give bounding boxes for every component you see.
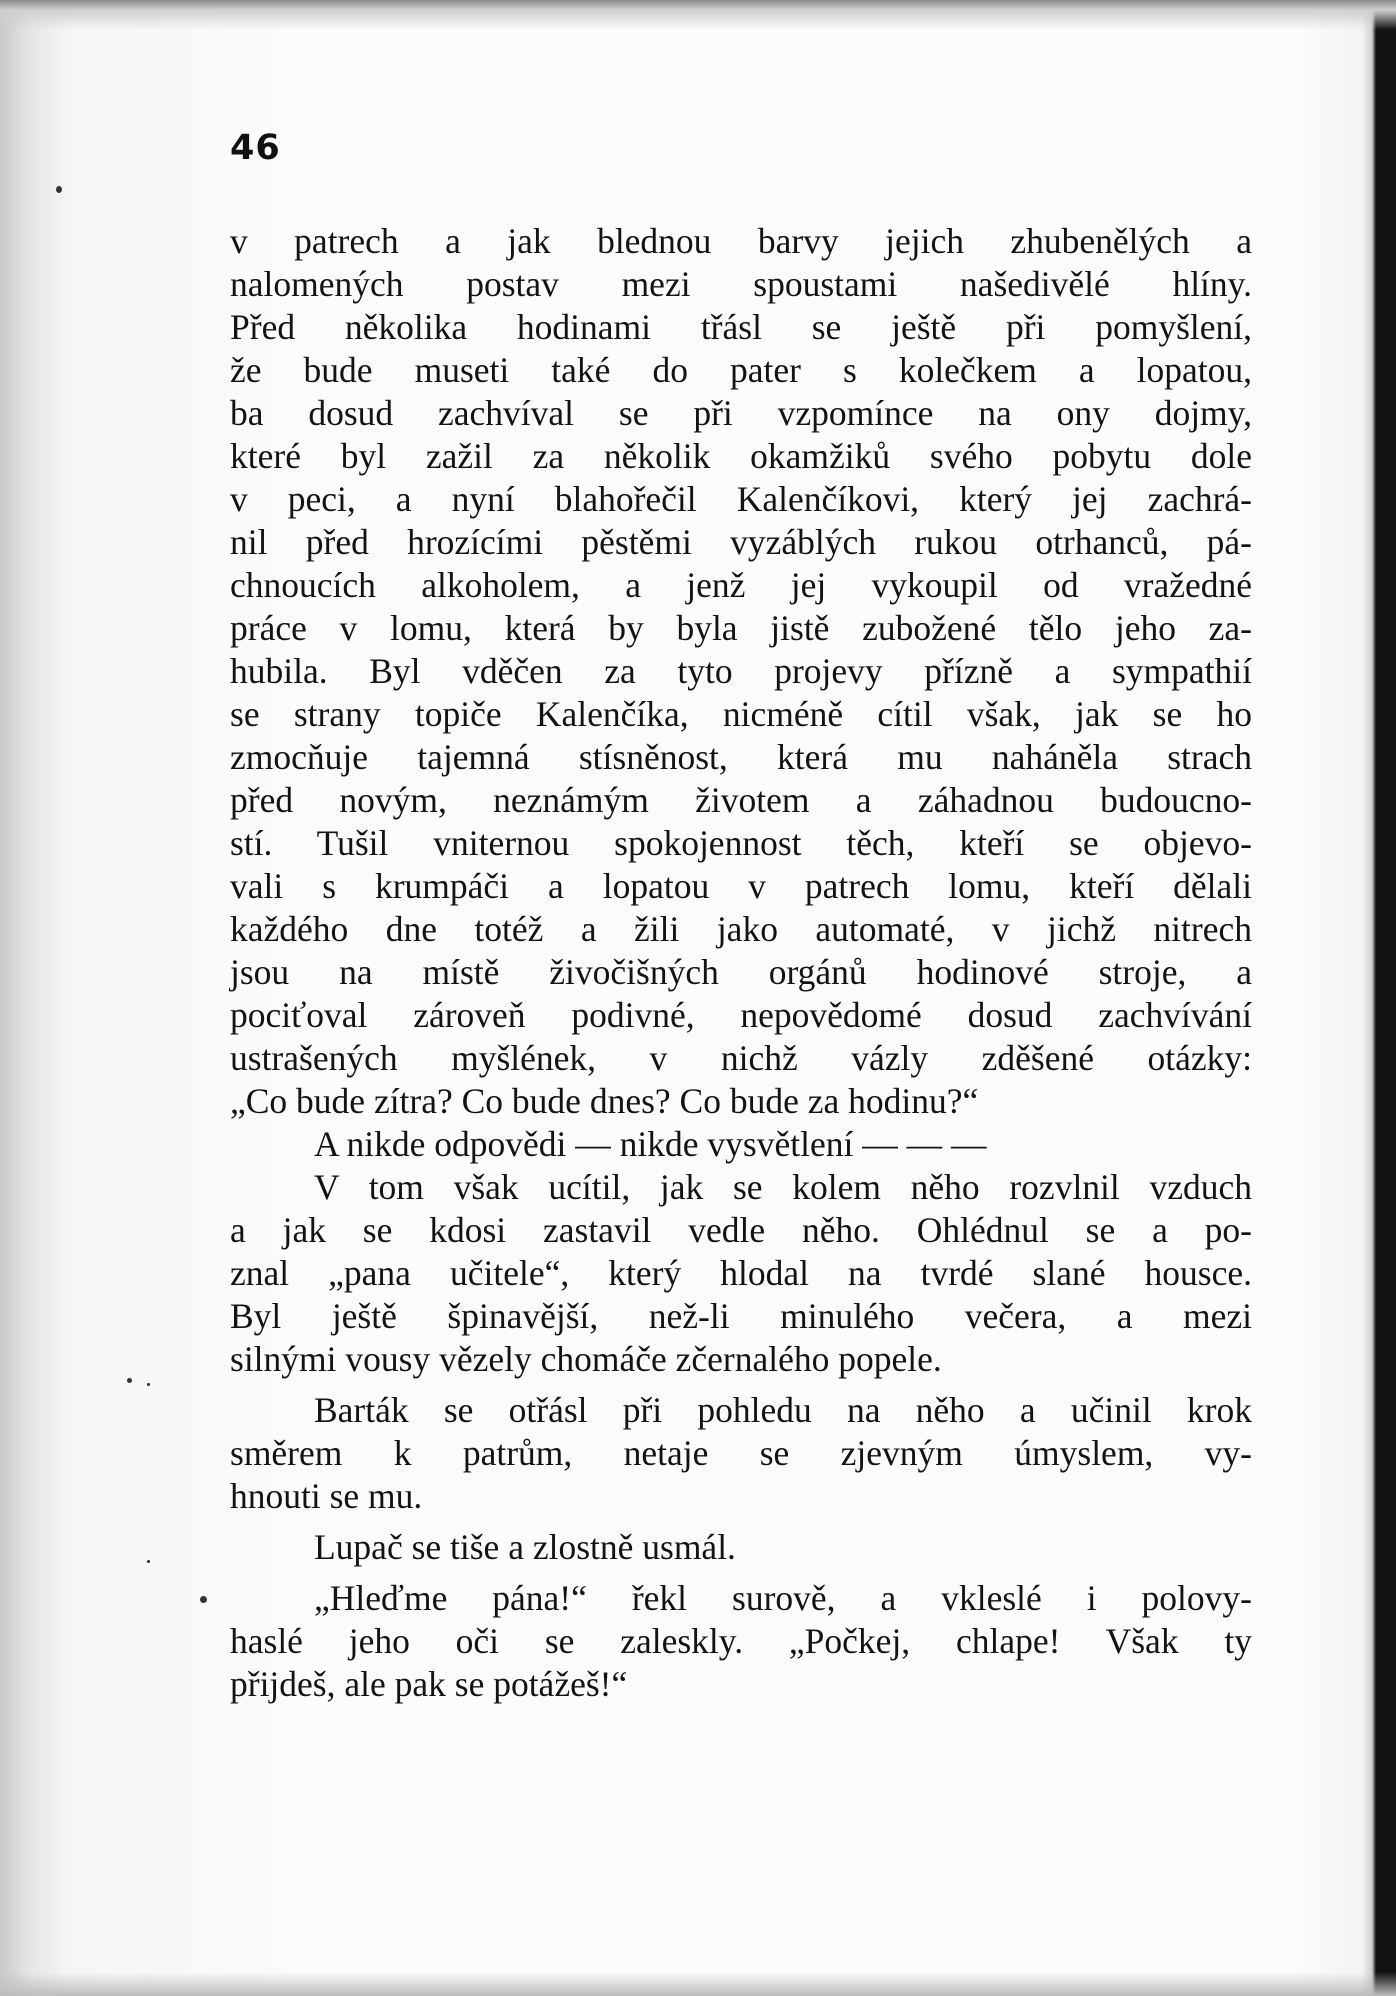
- text-line: každého dne totéž a žili jako automaté, v jichž nitrech: [230, 909, 1252, 949]
- text-line: ba dosud zachvíval se při vzpomínce na ony dojmy,: [230, 393, 1252, 433]
- text-line: Barták se otřásl při pohledu na něho a učinil krok: [314, 1390, 1252, 1430]
- dust-speck: [56, 186, 62, 193]
- text-line: vali s krumpáči a lopatou v patrech lomu, kteří dělali: [230, 866, 1252, 906]
- text-line: haslé jeho oči se zaleskly. „Počkej, chlape! Však ty: [230, 1621, 1252, 1661]
- text-line: přijdeš, ale pak se potážeš!“: [230, 1664, 628, 1704]
- text-line: v peci, a nyní blahořečil Kalenčíkovi, který jej zachrá-: [230, 479, 1252, 519]
- text-line: silnými vousy vězely chomáče zčernalého popele.: [230, 1339, 942, 1379]
- dust-speck: [147, 1560, 150, 1563]
- text-line: hnouti se mu.: [230, 1476, 423, 1516]
- text-line: jsou na místě živočišných orgánů hodinové stroje, a: [230, 952, 1252, 992]
- text-line: Před několika hodinami třásl se ještě při pomyšlení,: [230, 307, 1252, 347]
- text-line: zmocňuje tajemná stísněnost, která mu naháněla strach: [230, 737, 1252, 777]
- text-line: pociťoval zároveň podivné, nepovědomé dosud zachvívání: [230, 995, 1252, 1035]
- text-line: v patrech a jak blednou barvy jejich zhubenělých a: [230, 221, 1252, 261]
- body-text: [230, 220, 1252, 1706]
- text-line: A nikde odpovědi — nikde vysvětlení — — —: [314, 1124, 987, 1164]
- text-line: chnoucích alkoholem, a jenž jej vykoupil od vražedné: [230, 565, 1252, 605]
- text-line: „Hleďme pána!“ řekl surově, a vkleslé i polovy-: [314, 1578, 1252, 1618]
- text-line: Lupač se tiše a zlostně usmál.: [314, 1527, 736, 1567]
- text-line: práce v lomu, která by byla jistě zubožené tělo jeho za-: [230, 608, 1252, 648]
- text-line: se strany topiče Kalenčíka, nicméně cítil však, jak se ho: [230, 694, 1252, 734]
- page-number: 46: [230, 128, 281, 168]
- top-edge-shadow: [0, 0, 1396, 30]
- text-line: které byl zažil za několik okamžiků svého pobytu dole: [230, 436, 1252, 476]
- bottom-edge-shadow: [0, 1972, 1396, 1996]
- text-line: Byl ještě špinavější, než-li minulého večera, a mezi: [230, 1296, 1252, 1336]
- dust-speck: [200, 1596, 207, 1603]
- text-line: V tom však ucítil, jak se kolem něho rozvlnil vzduch: [314, 1167, 1252, 1207]
- text-line: stí. Tušil vniternou spokojennost těch, kteří se objevo-: [230, 823, 1252, 863]
- text-line: hubila. Byl vděčen za tyto projevy přízně a sympathií: [230, 651, 1252, 691]
- text-line: nalomených postav mezi spoustami našedivělé hlíny.: [230, 264, 1252, 304]
- text-line: před novým, neznámým životem a záhadnou budoucno-: [230, 780, 1252, 820]
- dust-speck: [147, 1383, 150, 1386]
- text-line: znal „pana učitele“, který hlodal na tvrdé slané housce.: [230, 1253, 1252, 1293]
- dust-speck: [127, 1378, 132, 1383]
- text-line: a jak se kdosi zastavil vedle něho. Ohlédnul se a po-: [230, 1210, 1252, 1250]
- text-line: nil před hrozícími pěstěmi vyzáblých rukou otrhanců, pá-: [230, 522, 1252, 562]
- text-line: směrem k patrům, netaje se zjevným úmyslem, vy-: [230, 1433, 1252, 1473]
- text-line: ustrašených myšlének, v nichž vázly zděšené otázky:: [230, 1038, 1252, 1078]
- text-line: „Co bude zítra? Co bude dnes? Co bude za hodinu?“: [230, 1081, 979, 1121]
- text-line: že bude museti také do pater s kolečkem a lopatou,: [230, 350, 1252, 390]
